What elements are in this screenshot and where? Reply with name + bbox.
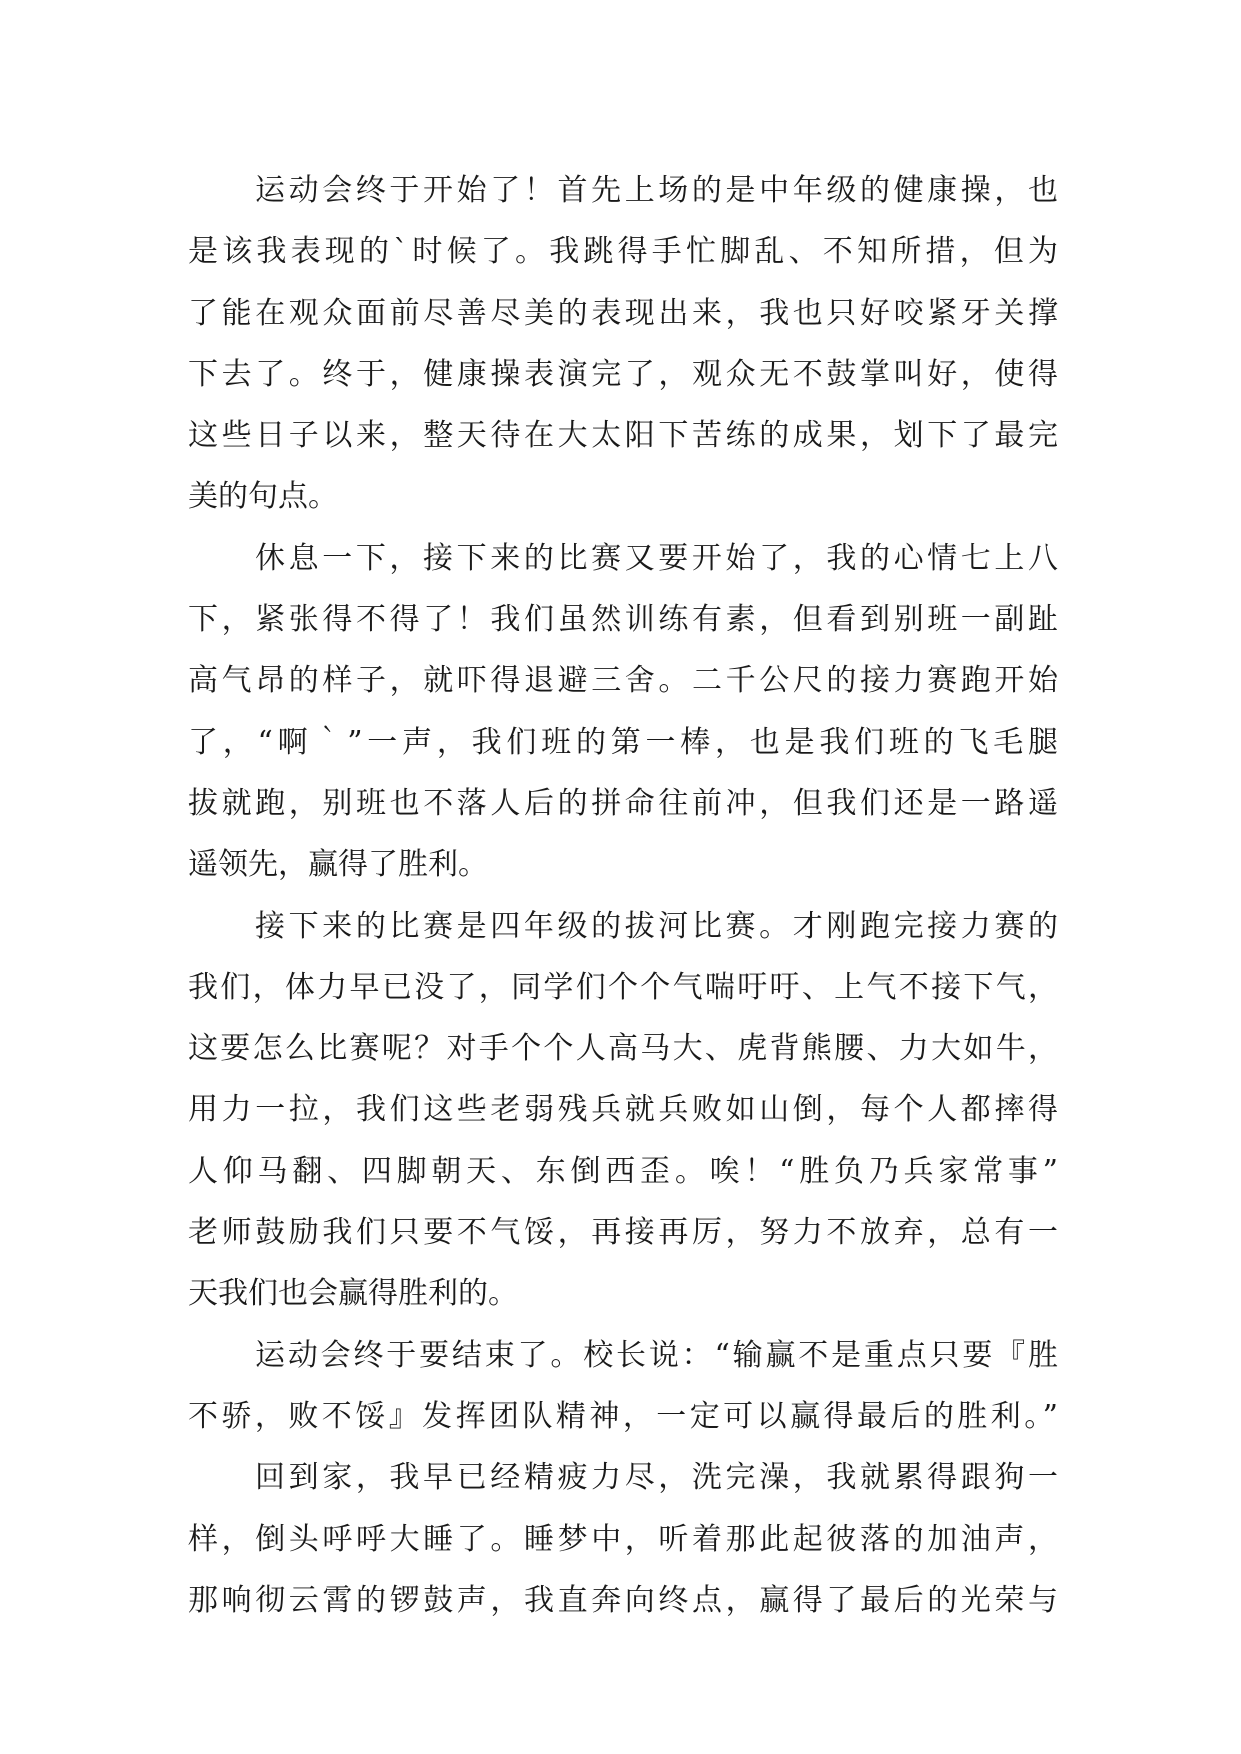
text-line: 了能在观众面前尽善尽美的表现出来，我也只好咬紧牙关撑 <box>188 295 1058 331</box>
text-line: 用力一拉，我们这些老弱残兵就兵败如山倒，每个人都摔得 <box>188 1092 1058 1128</box>
text-line: 天我们也会赢得胜利的。 <box>188 1276 518 1312</box>
paragraph-principal-speech <box>188 1325 1058 1448</box>
essay-body <box>188 160 1058 1631</box>
paragraph-tug-of-war <box>188 896 1058 1325</box>
text-line: 老师鼓励我们只要不气馁，再接再厉，努力不放弃，总有一 <box>188 1215 1058 1251</box>
text-line: 这些日子以来，整天待在大太阳下苦练的成果，划下了最完 <box>188 418 1058 454</box>
text-line: 回到家，我早已经精疲力尽，洗完澡，我就累得跟狗一 <box>255 1460 1058 1496</box>
paragraph-going-home <box>188 1447 1058 1631</box>
text-line: 样，倒头呼呼大睡了。睡梦中，听着那此起彼落的加油声， <box>188 1521 1058 1557</box>
text-line: 下去了。终于，健康操表演完了，观众无不鼓掌叫好，使得 <box>188 356 1058 392</box>
text-line: 那响彻云霄的锣鼓声，我直奔向终点，赢得了最后的光荣与 <box>188 1582 1058 1618</box>
paragraph-relay-race <box>188 528 1058 896</box>
text-line: 休息一下，接下来的比赛又要开始了，我的心情七上八 <box>255 540 1058 576</box>
text-line: 运动会终于开始了！首先上场的是中年级的健康操，也 <box>255 173 1058 208</box>
text-line: 是该我表现的`时候了。我跳得手忙脚乱、不知所措，但为 <box>188 234 1058 270</box>
text-line: 美的句点。 <box>188 479 338 515</box>
text-line: 我们，体力早已没了，同学们个个气喘吁吁、上气不接下气， <box>188 969 1058 1005</box>
text-line: 这要怎么比赛呢？对手个个人高马大、虎背熊腰、力大如牛， <box>188 1031 1058 1067</box>
text-line: 遥领先，赢得了胜利。 <box>188 847 488 883</box>
text-line: 不骄，败不馁』发挥团队精神，一定可以赢得最后的胜利。” <box>188 1398 1058 1434</box>
text-line: 运动会终于要结束了。校长说：“输赢不是重点只要『胜 <box>255 1337 1058 1373</box>
paragraph-opening-performance <box>188 160 1058 528</box>
text-line: 接下来的比赛是四年级的拔河比赛。才刚跑完接力赛的 <box>255 908 1058 944</box>
text-line: 下，紧张得不得了！我们虽然训练有素，但看到别班一副趾 <box>188 602 1058 638</box>
text-line: 高气昂的样子，就吓得退避三舍。二千公尺的接力赛跑开始 <box>188 663 1058 699</box>
text-line: 人仰马翻、四脚朝天、东倒西歪。唉！“胜负乃兵家常事” <box>188 1153 1058 1189</box>
text-line: 拔就跑，别班也不落人后的拼命往前冲，但我们还是一路遥 <box>188 785 1058 821</box>
text-line: 了，“啊｀”一声，我们班的第一棒，也是我们班的飞毛腿 <box>188 724 1058 760</box>
